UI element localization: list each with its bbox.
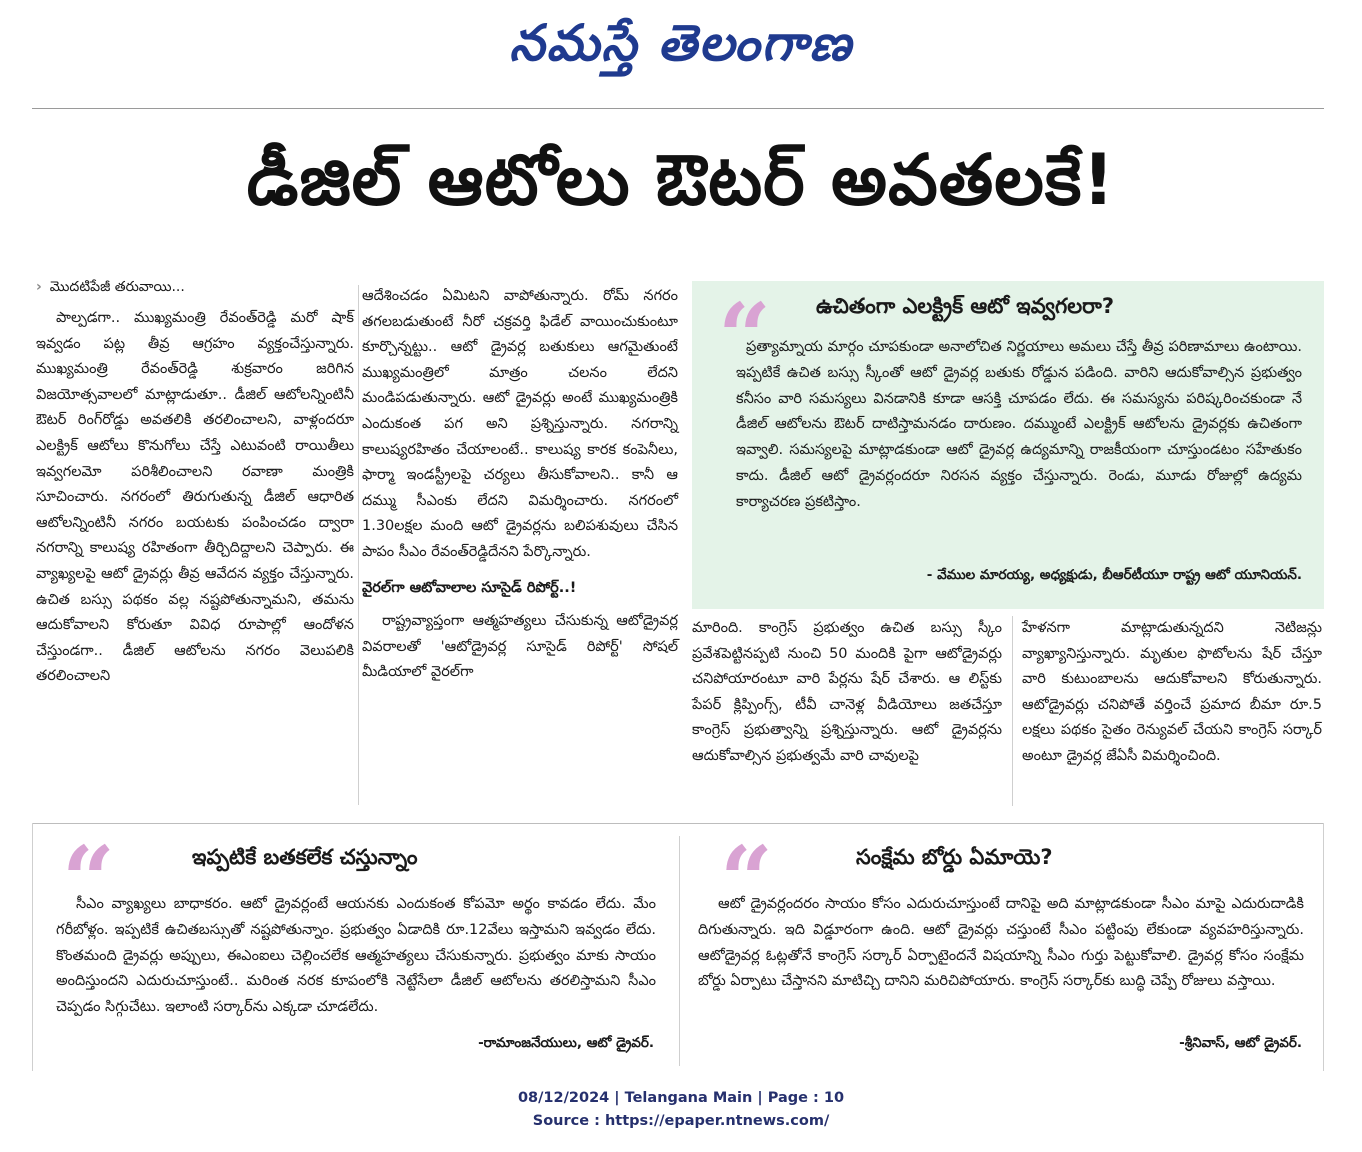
bottom-box-right-border bbox=[1323, 823, 1324, 1071]
quote-box-text: ప్రత్యామ్నాయ మార్గం చూపకుండా అనాలోచిత నిర్ణయాలు అమలు చేస్తే తీవ్ర పరిణామాలు ఉంటాయి. ఇప్పటికే ఉచిత బస్సు స్కీంతో ఆటో డ్రైవర్ల బతుకు రోడ్డున పడింది. వారిని ఆదుకోవాల్సిన ప్రభుత్వం కనీసం వారి సమస్యలు వినడానికి కూడా ఆసక్తి చూపడం లేదు. ఈ సమస్యను పరిష్కరించకుండా నే డీజిల్ ఆటోలను ఔటర్ దాటిస్తామనడం దారుణం. దమ్ముంటే ఎలక్ట్రిక్ ఆటోలను డ్రైవర్లకు ఉచితంగా ఇవ్వాలి. సమస్యలపై మాట్లాడకుండా ఆటో డ్రైవర్ల ఉద్యమాన్ని రాజకీయంగా చూస్తుండటం సహేతుకం కాదు. డీజిల్ ఆటో డ్రైవర్లందరూ నిరసన వ్యక్తం చేస్తున్నారు. రెండు, మూడు రోజుల్లో ఉద్యమ కార్యాచరణ ప్రకటిస్తాం. bbox=[736, 339, 1302, 510]
quote-box-text: ఆటో డ్రైవర్లందరం సాయం కోసం ఎదురుచూస్తుంటే దానిపై అది మాట్లాడకుండా సీఎం మాపై ఎదురుదాడికి దిగుతున్నారు. ఇది విడ్డూరంగా ఉంది. ఆటో డ్రైవర్లు చస్తుంటే సీఎం పట్టింపు లేకుండా వ్యవహరిస్తున్నారు. ఆటోడ్రైవర్ల ఓట్లతోనే కాంగ్రెస్ సర్కార్ ఏర్పాటైందనే విషయాన్ని సీఎం గుర్తు పెట్టుకోవాలి. డ్రైవర్ల కోసం సంక్షేమ బోర్డు ఏర్పాటు చేస్తానని మాటిచ్చి దానిని మరిచిపోయారు. కాంగ్రెస్ సర్కార్‌కు బుద్ధి చెప్పే రోజులు వస్తాయి. bbox=[698, 896, 1304, 990]
quote-mark-icon: “ bbox=[718, 283, 771, 391]
quote-box-text: సీఎం వ్యాఖ్యలు బాధాకరం. ఆటో డ్రైవర్లంటే ఆయనకు ఎందుకంత కోపమో అర్థం కావడం లేదు. మేం గరీబోళ్లం. ఇప్పటికే ఉచితబస్సుతో నష్టపోతున్నాం. ప్రభుత్వం ఏడాదికి రూ.12వేలు ఇస్తామని ఇవ్వడం లేదు. కొంతమంది డ్రైవర్లు అప్పులు, ఈఎంఐలు చెల్లించలేక ఆత్మహత్యలు చేసుకున్నారు. ప్రభుత్వం మాకు సాయం అందిస్తుందని ఎదురుచూస్తుంటే.. మరింత నరక కూపంలోకి నెట్టేసేలా డీజిల్ ఆటోలను తరలిస్తామని సీఎం చెప్పడం సిగ్గుచేటు. ఇలాంటి సర్కార్‌ను ఎక్కడా చూడలేదు. bbox=[56, 896, 656, 1016]
chevron-right-icon: › bbox=[36, 279, 42, 295]
quote-box-attribution: - వేముల మారయ్య, అధ్యక్షుడు, బీఆర్‌టీయూ రాష్ట్ర ఆటో యూనియన్. bbox=[926, 567, 1302, 583]
quote-box-green bbox=[692, 281, 1324, 609]
continuation-kicker bbox=[36, 276, 354, 298]
main-headline: డీజిల్ ఆటోలు ఔటర్ అవతలకే! bbox=[246, 139, 1116, 221]
footer-source-link[interactable]: Source : https://epaper.ntnews.com/ bbox=[532, 1113, 830, 1129]
article-column-2 bbox=[362, 284, 678, 686]
quote-box-attribution: -రామాంజనేయులు, ఆటో డ్రైవర్. bbox=[478, 1035, 654, 1051]
quote-mark-icon: “ bbox=[720, 826, 773, 934]
article-column-1 bbox=[36, 276, 354, 690]
column-1-text: పాల్పడగా.. ముఖ్యమంత్రి రేవంత్‌రెడ్డి మరో షాక్ ఇవ్వడం పట్ల తీవ్ర ఆగ్రహం వ్యక్తంచేస్తున్నారు. ముఖ్యమంత్రి రేవంత్‌రెడ్డి శుక్రవారం జరిగిన విజయోత్సవాలలో మాట్లాడుతూ.. డీజిల్ ఆటోలన్నింటినీ ఔటర్ రింగ్‌రోడ్డు అవతలికి తరలించాలని, వాళ్లందరూ ఎలక్ట్రిక్ ఆటోలు కొనుగోలు చేస్తే ఎటువంటి రాయితీలు ఇవ్వగలమో పరిశీలించాలని రవాణా మంత్రికి సూచించారు. నగరంలో తిరుగుతున్న డీజిల్ ఆధారిత ఆటోలన్నింటినీ నగరం బయటకు పంపించడం ద్వారా నగరాన్ని కాలుష్య రహితంగా తీర్చిదిద్దాలని చెప్పారు. ఈ వ్యాఖ్యలపై ఆటో డ్రైవర్లు తీవ్ర ఆవేదన వ్యక్తం చేస్తున్నారు. ఉచిత బస్సు పథకం వల్ల నష్టపోతున్నామని, తమను ఆదుకోవాలని కోరుతూ వివిధ రూపాల్లో ఆందోళన చేస్తుండగా.. డీజిల్ ఆటోలను నగరం వెలుపలికి తరలించాలని bbox=[36, 310, 354, 685]
masthead-logo: నమస్తే తెలంగాణ bbox=[509, 14, 853, 72]
quote-mark-icon: “ bbox=[62, 826, 115, 934]
quote-box-title: సంక్షేమ బోర్డు ఏమాయె? bbox=[856, 845, 1053, 869]
article-column-4 bbox=[1022, 616, 1322, 770]
column-2-text-continued: రాష్ట్రవ్యాప్తంగా ఆత్మహత్యలు చేసుకున్న ఆటోడ్రైవర్ల వివరాలతో 'ఆటోడ్రైవర్ల సూసైడ్ రిపోర్ట్' సోషల్ మీడియాలో వైరల్‌గా bbox=[362, 613, 678, 681]
article-column-3 bbox=[692, 616, 1002, 770]
masthead-divider bbox=[32, 108, 1324, 109]
quote-box-title: ఉచితంగా ఎలక్ట్రిక్ ఆటో ఇవ్వగలరా? bbox=[816, 294, 1114, 318]
kicker-text: మొదటిపేజీ తరువాయి... bbox=[49, 279, 185, 295]
quote-box-attribution: -శ్రీనివాస్, ఆటో డ్రైవర్. bbox=[1179, 1035, 1302, 1051]
column-3-text: మారింది. కాంగ్రెస్ ప్రభుత్వం ఉచిత బస్సు స్కీం ప్రవేశపెట్టినప్పటి నుంచి 50 మందికి పైగా ఆటోడ్రైవర్లు చనిపోయారంటూ వారి పేర్లను షేర్ చేశారు. ఆ లిస్ట్‌కు పేపర్ క్లిప్పింగ్స్, టీవీ చానెళ్ల వీడియోలు జతచేస్తూ కాంగ్రెస్ ప్రభుత్వాన్ని ప్రశ్నిస్తున్నారు. ఆటో డ్రైవర్లను ఆదుకోవాల్సిన ప్రభుత్వమే వారి చావులపై bbox=[692, 620, 1002, 764]
quote-box-left bbox=[32, 824, 679, 1068]
column-divider bbox=[1012, 616, 1013, 806]
quote-box-right bbox=[680, 824, 1323, 1068]
column-4-text: హేళనగా మాట్లాడుతున్నదని నెటిజన్లు వ్యాఖ్యానిస్తున్నారు. మృతుల ఫొటోలను షేర్ చేస్తూ వారి కుటుంబాలను ఆదుకోవాలని కోరుతున్నారు. ఆటోడ్రైవర్లు చనిపోతే వర్తించే ప్రమాద బీమా రూ.5 లక్షలు పథకం సైతం రెన్యువల్ చేయని కాంగ్రెస్ సర్కార్ అంటూ డ్రైవర్ల జేఏసీ విమర్శించింది. bbox=[1022, 620, 1322, 764]
column-divider bbox=[358, 285, 359, 805]
section-subhead: వైరల్‌గా ఆటోవాలాల సూసైడ్ రిపోర్ట్..! bbox=[362, 579, 577, 596]
footer-page-info: 08/12/2024 | Telangana Main | Page : 10 bbox=[517, 1090, 845, 1106]
column-2-text: ఆదేశించడం ఏమిటని వాపోతున్నారు. రోమ్ నగరం తగలబడుతుంటే నీరో చక్రవర్తి ఫిడేల్ వాయించుకుంటూ కూర్చొన్నట్టు.. ఆటో డ్రైవర్ల బతుకులు ఆగమైతుంటే ముఖ్యమంత్రిలో మాత్రం చలనం లేదని మండిపడుతున్నారు. ఆటో డ్రైవర్లు అంటే ముఖ్యమంత్రికి ఎందుకంత పగ అని ప్రశ్నిస్తున్నారు. నగరాన్ని కాలుష్యరహితం చేయాలంటే.. కాలుష్య కారక కంపెనీలు, ఫార్మా ఇండస్ట్రీలపై చర్యలు తీసుకోవాలని.. కానీ ఆ దమ్ము సీఎంకు లేదని విమర్శించారు. నగరంలో 1.30లక్షల మంది ఆటో డ్రైవర్లను బలిపశువులు చేసిన పాపం సీఎం రేవంత్‌రెడ్డిదేనని పేర్కొన్నారు. bbox=[362, 288, 678, 560]
quote-box-title: ఇప్పటికే బతకలేక చస్తున్నాం bbox=[192, 845, 418, 869]
